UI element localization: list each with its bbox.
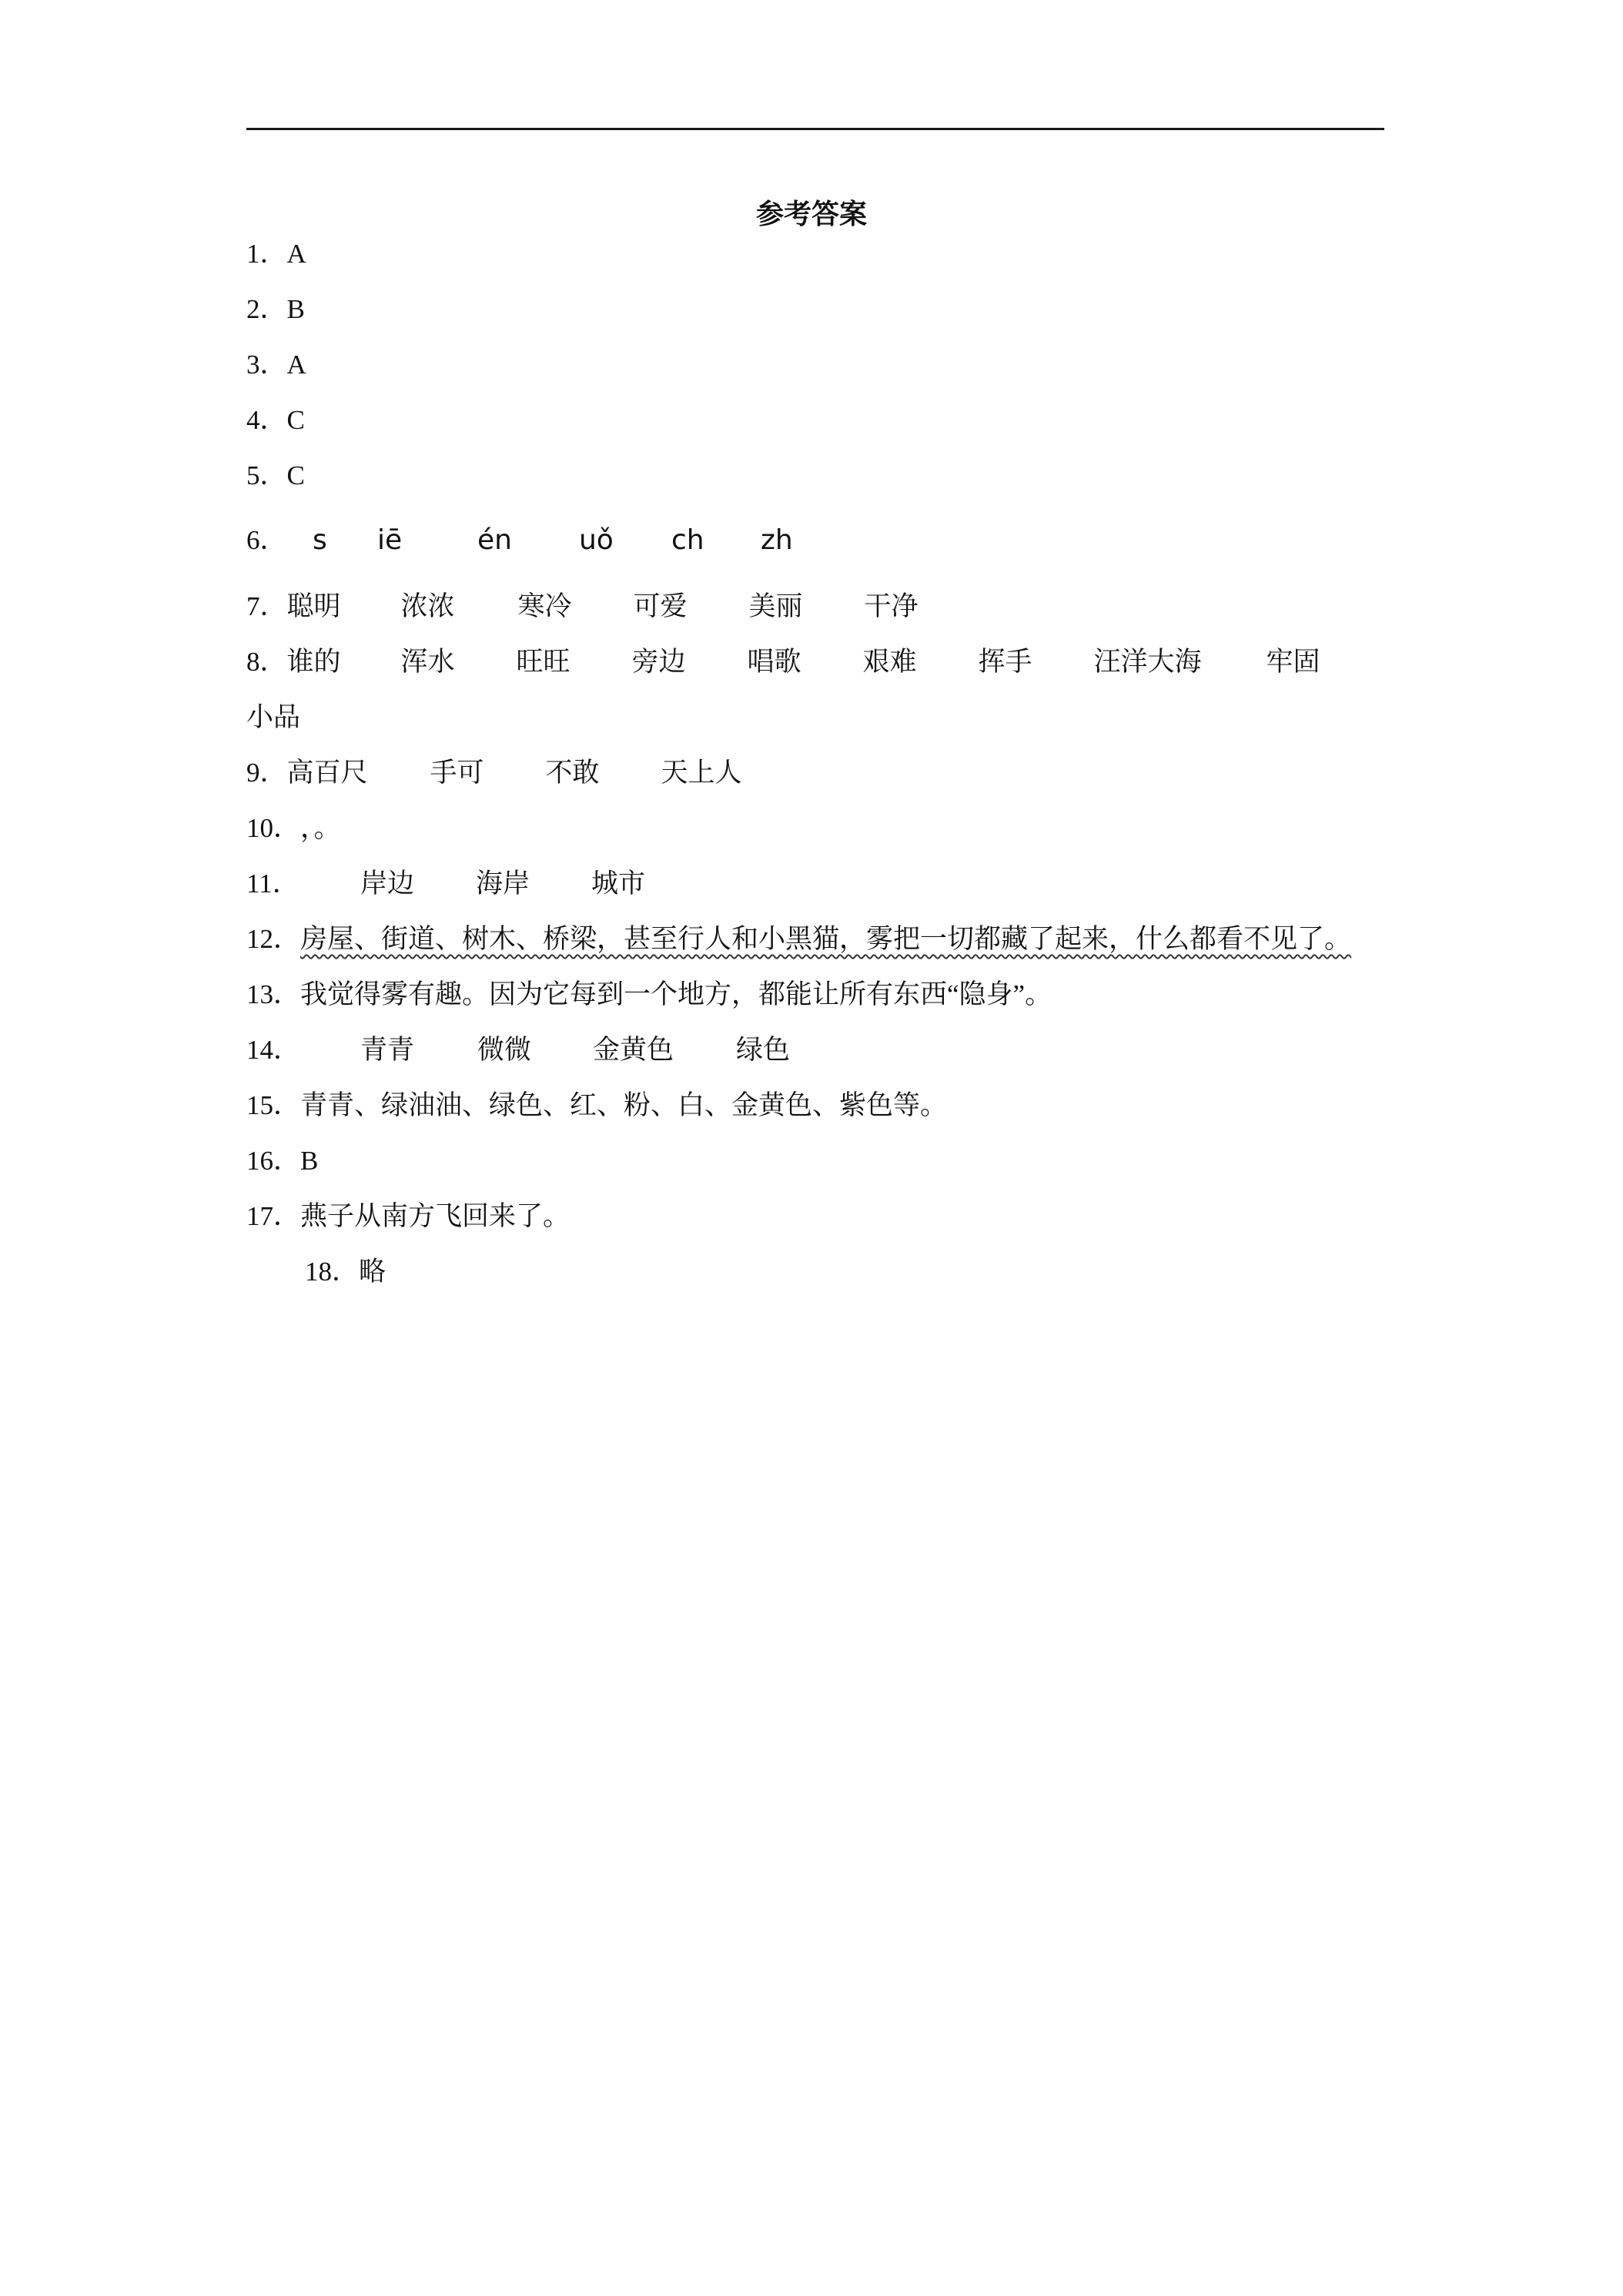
answer-number: 15． xyxy=(246,1090,301,1120)
answer-word: 高百尺 xyxy=(286,758,368,788)
answer-word: 小品 xyxy=(246,702,301,732)
pinyin-item: iē xyxy=(376,524,403,556)
answer-11 xyxy=(246,867,645,901)
answer-word: 绿色 xyxy=(736,1035,791,1065)
answer-18 xyxy=(305,1255,386,1289)
answer-text: ，。 xyxy=(300,813,341,843)
answer-text: C xyxy=(286,460,305,490)
answer-2 xyxy=(246,293,305,326)
answer-word: 海岸 xyxy=(476,869,530,899)
answer-number: 10． xyxy=(246,813,301,843)
answer-word: 可爱 xyxy=(633,591,688,621)
answer-4 xyxy=(246,403,305,437)
answer-5 xyxy=(246,459,305,493)
answer-number: 8． xyxy=(246,647,287,677)
answer-text: 略 xyxy=(359,1257,387,1287)
answer-word: 寒冷 xyxy=(517,591,572,621)
answer-text: B xyxy=(300,1146,319,1176)
answer-13 xyxy=(246,978,1052,1012)
answer-number: 16． xyxy=(246,1146,301,1176)
answer-word: 浓浓 xyxy=(400,591,455,621)
answer-number: 7． xyxy=(246,591,287,621)
answer-8 xyxy=(246,645,1320,679)
page-title: 参考答案 xyxy=(755,198,867,230)
answer-word: 不敢 xyxy=(545,758,600,788)
answer-word: 谁的 xyxy=(286,647,341,677)
answer-text: A xyxy=(286,350,306,380)
answer-number: 4． xyxy=(246,405,287,435)
answer-number: 6． xyxy=(246,525,287,555)
pinyin-item: zh xyxy=(760,524,793,556)
answer-word: 微微 xyxy=(477,1035,532,1065)
answer-text: 青青、绿油油、绿色、红、粉、白、金黄色、紫色等。 xyxy=(300,1090,948,1120)
answer-word: 手可 xyxy=(430,758,484,788)
answer-number: 3． xyxy=(246,350,287,380)
answer-10 xyxy=(246,812,341,845)
answer-1 xyxy=(246,237,306,271)
answer-14 xyxy=(246,1033,790,1067)
answer-word: 牢固 xyxy=(1266,647,1320,677)
answer-number: 12． xyxy=(246,924,301,954)
answer-text: 我觉得雾有趣。因为它每到一个地方，都能让所有东西“隐身”。 xyxy=(300,979,1052,1009)
pinyin-item: én xyxy=(477,524,512,556)
pinyin-item: uǒ xyxy=(578,524,614,556)
answer-number: 13． xyxy=(246,979,301,1009)
answer-word: 美丽 xyxy=(748,591,803,621)
answer-number: 14． xyxy=(246,1035,301,1065)
answer-number: 5． xyxy=(246,460,287,490)
answer-number: 17． xyxy=(246,1201,301,1231)
answer-number: 11． xyxy=(246,869,300,899)
answer-17 xyxy=(246,1200,570,1233)
answer-text: C xyxy=(286,405,305,435)
answer-word: 聪明 xyxy=(286,591,341,621)
answer-word: 青青 xyxy=(360,1035,415,1065)
answer-word: 挥手 xyxy=(978,647,1032,677)
answer-16 xyxy=(246,1144,318,1178)
answer-word: 浑水 xyxy=(400,647,455,677)
answer-word: 干净 xyxy=(864,591,919,621)
answer-text: B xyxy=(286,294,305,324)
answer-15 xyxy=(246,1089,947,1123)
answer-number: 9． xyxy=(246,758,287,788)
answer-12 xyxy=(246,922,1351,956)
answer-text: A xyxy=(286,239,306,269)
answer-9 xyxy=(246,756,742,790)
answer-8-continuation xyxy=(246,701,300,735)
answer-word: 天上人 xyxy=(661,758,742,788)
answer-number: 2． xyxy=(246,294,287,324)
pinyin-item: ch xyxy=(671,524,704,556)
answer-word: 唱歌 xyxy=(747,647,801,677)
answer-word: 金黄色 xyxy=(593,1035,674,1065)
answer-6 xyxy=(246,524,793,557)
header-rule xyxy=(246,128,1384,130)
answer-word: 岸边 xyxy=(360,869,415,899)
answer-3 xyxy=(246,348,306,382)
answer-text: 燕子从南方飞回来了。 xyxy=(300,1201,571,1231)
answer-text: 房屋、街道、树木、桥梁，甚至行人和小黑猫，雾把一切都藏了起来，什么都看不见了。 xyxy=(300,924,1352,954)
answer-word: 城市 xyxy=(591,869,646,899)
answer-word: 旺旺 xyxy=(516,647,571,677)
pinyin-item: s xyxy=(312,524,327,556)
answer-number: 1． xyxy=(246,239,287,269)
answer-number: 18． xyxy=(305,1257,360,1287)
answer-7 xyxy=(246,590,919,624)
answer-word: 艰难 xyxy=(862,647,917,677)
answer-word: 旁边 xyxy=(631,647,686,677)
answer-word: 汪洋大海 xyxy=(1093,647,1202,677)
